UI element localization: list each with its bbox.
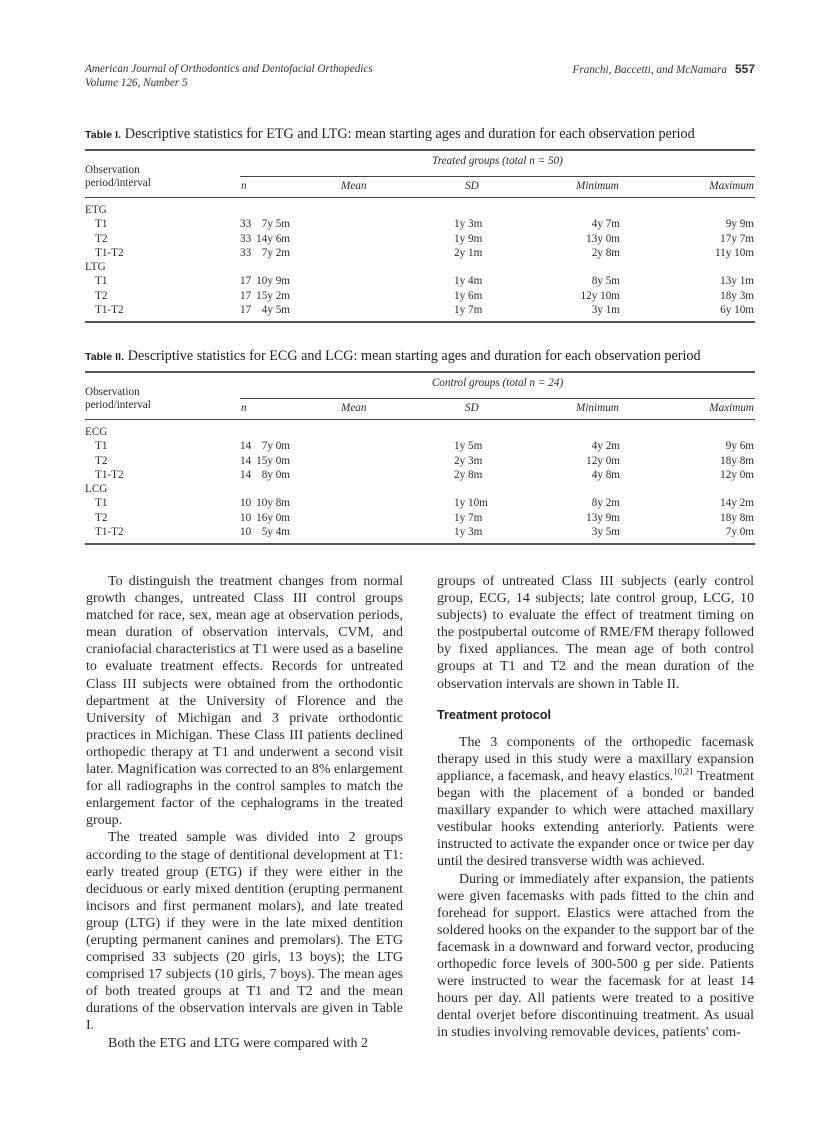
table-row xyxy=(85,289,755,303)
mean-cell: 7y 0m xyxy=(261,440,290,453)
group-label: LTG xyxy=(85,261,106,274)
max-cell: 18y 3m xyxy=(720,289,754,302)
paragraph-text: Treatment began with the placement of a bonded or banded maxillary expander to which were attached maxillary vestibular hooks extending anteriorly. Patients were instructed to activate the expander once or twice per day until the desired transverse width was achieved. xyxy=(437,768,754,870)
sd-cell: 1y 7m xyxy=(454,304,483,317)
group-label: ETG xyxy=(85,204,107,216)
table-2-caption xyxy=(85,347,755,366)
table-2-caption-text: Descriptive statistics for ECG and LCG: mean starting ages and duration for each observation period xyxy=(127,348,701,364)
table-1-label: Table I. xyxy=(85,129,122,141)
table-1-body xyxy=(85,198,755,321)
group-header-rule xyxy=(240,398,755,399)
author-page-info xyxy=(573,62,755,77)
col-header-mean: Mean xyxy=(341,180,367,192)
col-header-minimum: Minimum xyxy=(576,402,619,414)
min-cell: 12y 10m xyxy=(580,289,620,302)
table-row xyxy=(85,468,755,482)
n-cell: 17 xyxy=(240,289,252,302)
mean-cell: 15y 0m xyxy=(256,454,290,467)
body-column-left xyxy=(86,573,403,1052)
mean-cell: 14y 6m xyxy=(256,232,290,245)
table-1-caption-text: Descriptive statistics for ETG and LTG: mean starting ages and duration for each observation period xyxy=(124,126,695,142)
paragraph xyxy=(437,734,754,871)
min-cell: 8y 5m xyxy=(591,275,620,288)
period-cell: T1-T2 xyxy=(95,304,124,317)
period-cell: T2 xyxy=(95,289,108,302)
mean-cell: 7y 2m xyxy=(261,246,290,259)
col-header-n: n xyxy=(241,402,247,414)
sd-cell: 1y 4m xyxy=(454,275,483,288)
col-header-maximum: Maximum xyxy=(709,402,754,414)
running-authors: Franchi, Baccetti, and McNamara xyxy=(572,64,727,76)
max-cell: 14y 2m xyxy=(720,497,754,510)
paragraph: groups of untreated Class III subjects (early control group, ECG, 14 subjects; late control group, LCG, 10 subjects) to evaluate the effect of treatment timing on the postpubertal outcome of RME/FM therapy followed by fixed appliances. The mean age of both control groups at T1 and T2 and the mean duration of the observation intervals are shown in Table II. xyxy=(437,574,754,692)
max-cell: 12y 0m xyxy=(720,468,754,481)
min-cell: 4y 8m xyxy=(591,468,620,481)
table-row xyxy=(85,303,755,317)
sd-cell: 2y 3m xyxy=(454,454,483,467)
min-cell: 3y 5m xyxy=(591,526,620,539)
mean-cell: 7y 5m xyxy=(261,218,290,231)
row-header-line-1: Observation xyxy=(85,164,140,176)
n-cell: 14 xyxy=(240,454,252,467)
mean-cell: 4y 5m xyxy=(261,304,290,317)
period-cell: T1 xyxy=(95,218,108,231)
table-2-header xyxy=(85,373,755,419)
min-cell: 4y 7m xyxy=(591,218,620,231)
max-cell: 11y 10m xyxy=(714,246,754,259)
min-cell: 8y 2m xyxy=(591,497,620,510)
mean-cell: 10y 8m xyxy=(256,497,290,510)
row-header-line-1: Observation xyxy=(85,386,140,398)
sd-cell: 1y 3m xyxy=(454,218,483,231)
mean-cell: 5y 4m xyxy=(261,526,290,539)
period-cell: T1 xyxy=(95,440,108,453)
table-2 xyxy=(85,347,755,545)
n-cell: 17 xyxy=(240,275,252,288)
sd-cell: 2y 1m xyxy=(454,246,483,259)
table-row-group xyxy=(85,203,755,217)
table-bottom-rule xyxy=(85,321,755,323)
n-cell: 33 xyxy=(240,246,252,259)
sd-cell: 1y 7m xyxy=(454,511,483,524)
mean-cell: 15y 2m xyxy=(256,289,290,302)
table-row xyxy=(85,454,755,468)
table-row-group xyxy=(85,260,755,274)
citation-ref[interactable]: 10,21 xyxy=(673,766,694,777)
period-cell: T1 xyxy=(95,497,108,510)
sd-cell: 1y 3m xyxy=(454,526,483,539)
table-row-group xyxy=(85,425,755,439)
table-row xyxy=(85,439,755,453)
row-header-line-2: period/interval xyxy=(85,399,151,411)
period-cell: T1-T2 xyxy=(95,526,124,539)
mean-cell: 8y 0m xyxy=(261,468,290,481)
n-cell: 33 xyxy=(240,218,252,231)
min-cell: 2y 8m xyxy=(591,246,620,259)
max-cell: 13y 1m xyxy=(720,275,754,288)
n-cell: 10 xyxy=(240,497,252,510)
group-header: Treated groups (total n = 50) xyxy=(432,155,563,167)
row-header xyxy=(85,386,151,412)
journal-title: American Journal of Orthodontics and Dentofacial Orthopedics xyxy=(85,63,373,75)
n-cell: 33 xyxy=(240,232,252,245)
max-cell: 18y 8m xyxy=(720,454,754,467)
table-row xyxy=(85,232,755,246)
max-cell: 6y 10m xyxy=(720,304,754,317)
col-header-n: n xyxy=(241,180,247,192)
body-column-right xyxy=(437,573,754,1041)
paragraph: The treated sample was divided into 2 groups according to the stage of dentitional development at T1: early treated group (ETG) if they were either in the deciduous or early mixed dentition (erupting permanent incisors and first permanent molars), and late treated group (LTG) if they were in the late mixed dentition (erupting permanent canines and premolars). The ETG comprised 33 subjects (20 girls, 13 boys); the LTG comprised 17 subjects (10 girls, 7 boys). The mean ages of both treated groups at T1 and T2 and the mean durations of the observation intervals are given in Table I. xyxy=(86,830,403,1034)
group-label: LCG xyxy=(85,483,108,496)
col-header-maximum: Maximum xyxy=(709,180,754,192)
paragraph: To distinguish the treatment changes from normal growth changes, untreated Class III control groups matched for race, sex, mean age at observation periods, mean duration of observation intervals, CVM, and craniofacial characteristics at T1 were used as a baseline to evaluate treatment effects. Records for untreated Class III subjects were obtained from the orthodontic department at the University of Florence and the University of Michigan and 3 private orthodontic practices in Michigan. These Class III patients declined orthopedic therapy at T1 and underwent a second visit later. Magnification was corrected to an 8% enlargement for all radiographs in the control samples to match the enlargement factor of the cephalograms in the treated group. xyxy=(86,574,403,829)
journal-info xyxy=(85,62,373,90)
min-cell: 4y 2m xyxy=(591,440,620,453)
sd-cell: 1y 10m xyxy=(454,497,488,510)
sd-cell: 1y 5m xyxy=(454,440,483,453)
max-cell: 7y 0m xyxy=(725,526,754,539)
col-header-mean: Mean xyxy=(341,402,367,414)
n-cell: 14 xyxy=(240,468,252,481)
col-header-sd: SD xyxy=(465,402,479,414)
table-2-body xyxy=(85,420,755,543)
max-cell: 9y 9m xyxy=(725,218,754,231)
period-cell: T1 xyxy=(95,275,108,288)
period-cell: T1-T2 xyxy=(95,468,124,481)
period-cell: T1-T2 xyxy=(95,246,124,259)
table-row-group xyxy=(85,482,755,496)
row-header-line-2: period/interval xyxy=(85,177,151,189)
n-cell: 10 xyxy=(240,526,252,539)
group-label: ECG xyxy=(85,426,108,438)
table-2-label: Table II. xyxy=(85,351,125,363)
table-row xyxy=(85,217,755,231)
table-1 xyxy=(85,125,755,323)
period-cell: T2 xyxy=(95,511,108,524)
journal-volume: Volume 126, Number 5 xyxy=(85,77,188,89)
table-row xyxy=(85,246,755,260)
period-cell: T2 xyxy=(95,454,108,467)
n-cell: 17 xyxy=(240,304,252,317)
table-row xyxy=(85,496,755,510)
min-cell: 3y 1m xyxy=(591,304,620,317)
page-number: 557 xyxy=(734,62,755,76)
table-1-caption xyxy=(85,125,755,144)
paragraph: During or immediately after expansion, the patients were given facemasks with pads fitted to the chin and forehead for support. Elastics were attached from the soldered hooks on the expander to the support bar of the facemask in a downward and forward vector, producing orthopedic force levels of 300-500 g per side. Patients were instructed to wear the facemask for at least 14 hours per day. All patients were treated to a positive dental overjet before discontinuing treatment. As usual in studies involving removable devices, patients' com- xyxy=(437,871,754,1041)
max-cell: 18y 8m xyxy=(720,511,754,524)
col-header-minimum: Minimum xyxy=(576,180,619,192)
min-cell: 12y 0m xyxy=(586,454,620,467)
max-cell: 9y 6m xyxy=(725,440,754,453)
table-1-header xyxy=(85,151,755,197)
paragraph-text: The 3 components of the orthopedic facemask therapy used in this study were a maxillary expansion appliance, a facemask, and heavy elastics. xyxy=(437,734,754,784)
min-cell: 13y 0m xyxy=(586,232,620,245)
table-row xyxy=(85,525,755,539)
paragraph: Both the ETG and LTG were compared with 2 xyxy=(108,1035,368,1051)
min-cell: 13y 9m xyxy=(586,511,620,524)
mean-cell: 16y 0m xyxy=(256,511,290,524)
table-row xyxy=(85,274,755,288)
group-header-rule xyxy=(240,176,755,177)
sd-cell: 1y 9m xyxy=(454,232,483,245)
n-cell: 14 xyxy=(240,440,252,453)
table-row xyxy=(85,511,755,525)
mean-cell: 10y 9m xyxy=(256,275,290,288)
section-heading: Treatment protocol xyxy=(437,707,552,722)
col-header-sd: SD xyxy=(465,180,479,192)
n-cell: 10 xyxy=(240,511,252,524)
sd-cell: 2y 8m xyxy=(454,468,483,481)
row-header xyxy=(85,164,151,190)
table-bottom-rule xyxy=(85,543,755,545)
sd-cell: 1y 6m xyxy=(454,289,483,302)
group-header: Control groups (total n = 24) xyxy=(431,377,564,389)
period-cell: T2 xyxy=(95,232,108,245)
max-cell: 17y 7m xyxy=(720,232,754,245)
